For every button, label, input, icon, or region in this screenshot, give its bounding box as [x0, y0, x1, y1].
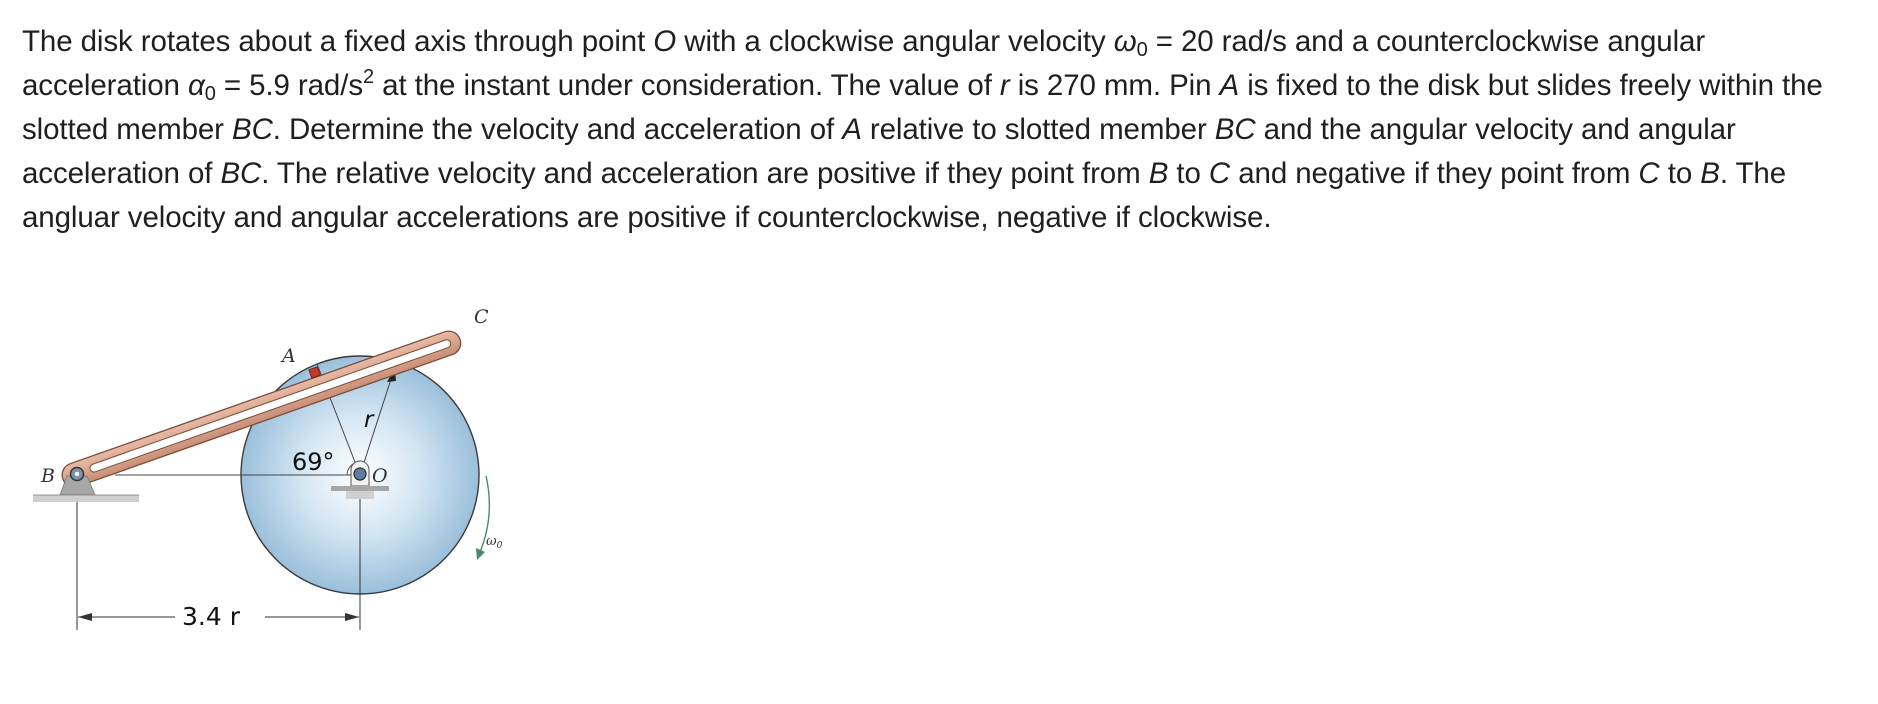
dimension-arrowhead-left	[78, 613, 92, 621]
member-bc-ref: BC	[220, 157, 262, 190]
problem-text: = 5.9 rad/s	[215, 69, 363, 102]
label-b: B	[41, 465, 55, 487]
alpha-symbol: α	[187, 69, 205, 102]
problem-text: relative to slotted member	[861, 113, 1215, 146]
angle-label: 69°	[292, 448, 335, 476]
problem-text: = 20 rad/s and a counterclockwise angular acceleration	[22, 25, 1706, 102]
omega-subscript: 0	[1136, 39, 1148, 61]
pin-o	[354, 468, 366, 480]
member-bc-ref: BC	[1214, 113, 1256, 146]
omega-symbol: ω	[1113, 25, 1137, 58]
pin-a-ref: A	[1219, 69, 1240, 102]
problem-text: . The angluar velocity and angular accelerations are positive if counterclockwise, negative if clockwise.	[22, 157, 1787, 234]
point-c-ref: C	[1208, 157, 1231, 190]
problem-text: to	[1659, 157, 1701, 190]
problem-text: . Determine the velocity and acceleration of	[272, 113, 843, 146]
problem-statement	[22, 20, 1862, 240]
point-b-ref: B	[1700, 157, 1720, 190]
alpha-subscript: 0	[204, 83, 216, 105]
problem-text: and the angular velocity and angular acceleration of	[22, 113, 1736, 190]
problem-text: to	[1168, 157, 1209, 190]
squared-superscript: 2	[362, 65, 375, 88]
label-c: C	[474, 306, 489, 328]
omega-label: $\omega_0$	[486, 534, 503, 551]
point-c-ref: C	[1638, 157, 1660, 190]
mechanism-figure	[20, 290, 540, 680]
r-symbol: r	[999, 69, 1010, 102]
problem-text: is 270 mm. Pin	[1009, 69, 1220, 102]
dimension-arrowhead-right	[345, 613, 359, 621]
problem-text: The disk rotates about a fixed axis through point	[22, 25, 654, 58]
problem-text: . The relative velocity and acceleration are positive if they point from	[261, 157, 1149, 190]
problem-text: with a clockwise angular velocity	[676, 25, 1114, 58]
member-bc-ref: BC	[232, 113, 273, 146]
label-r: r	[364, 407, 374, 433]
label-a: A	[282, 345, 296, 367]
problem-text: is fixed to the disk but slides freely within the slotted member	[22, 69, 1823, 146]
label-o: O	[372, 465, 388, 487]
pin-b-center	[75, 472, 79, 476]
problem-text: at the instant under consideration. The value of	[374, 69, 1000, 102]
dimension-label: 3.4 r	[182, 602, 240, 631]
point-o-ref: O	[653, 25, 677, 58]
pin-a-ref: A	[842, 113, 862, 146]
problem-text: and negative if they point from	[1230, 157, 1639, 190]
point-b-ref: B	[1148, 157, 1169, 190]
